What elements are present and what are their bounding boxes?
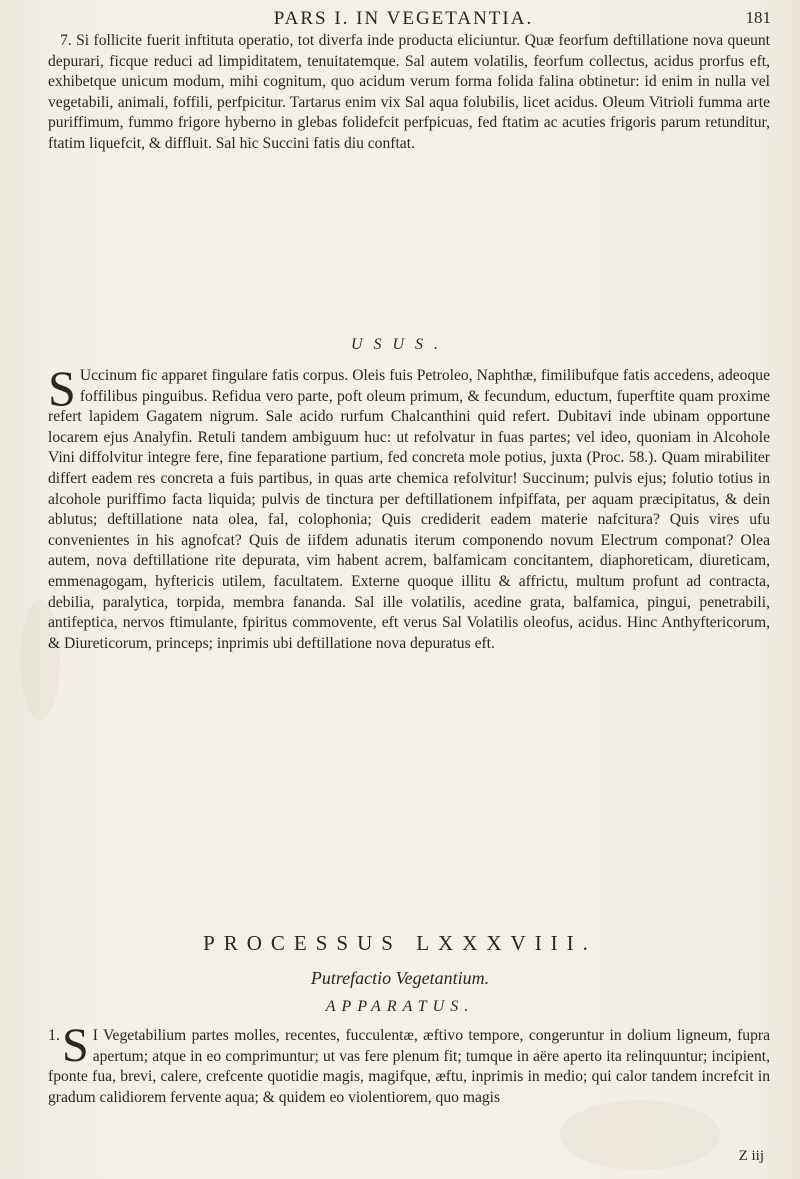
running-head-title: PARS I. IN VEGETANTIA. [273, 8, 534, 29]
usus-paragraph-text: Uccinum fic apparet fingulare fatis corpus. Oleis fuis Petroleo, Naphthæ, fimilibufque fatis accedens, adeoque foffilibus pinguibus. Refidua vero parte, poft oleum primum, & fecundum, eductum, fuperftite quam proxime refert lapidem Gagatem nigrum. Sale acido rurfum Chalcanthini quid refert. Dubitavi inde ubinam opportune locarem ejus Analyfin. Retuli tandem ambiguum huc: ut refolvatur in fuas partes; vel ideo, quoniam in Alcohole Vini diffolvitur integre fere, fine feparatione partium, fed concreta mole potius, juxta (Proc. 58.). Quam mirabiliter differt eadem res concreta a fuis partibus, in quas arte chemica refolvitur! Succinum; pulvis ejus; folutio totius in alcohole puriffimo facta liquida; pulvis de tinctura per deftillationem infpiffata, per aquam præcipitatus, & dein ablutus; deftillatione nata olea, fal, colophonia; Quis crediderit eadem materie nafcitura? Quis vires ufu convenientes in his agnofcat? Quis de iifdem adunatis iterum componendo novum Electrum componat? Olea autem, nova deftillatione rite depurata, vim habent acrem, balfamicam concitantem, diaphoreticam, diureticam, emmenagogam, hyftericis utilem, facultatem. Externe quoque illitu & affrictu, multum profunt ad contracta, debilia, paralytica, torpida, membra fananda. Sal ille volatilis, acedine grata, balfamica, pingui, penetrabili, antifeptica, nervos ftimulante, fpiritus commovente, eft verus Sal Volatilis oleofus, acidus. Hinc Anthyftericorum, & Diureticorum, princeps; inprimis ubi deftillatione nova depuratus eft. [48, 367, 770, 652]
paragraph-number: 1. [48, 1027, 60, 1044]
apparatus-paragraph-text: I Vegetabilium partes molles, recentes, fucculentæ, æftivo tempore, congeruntur in dolium ligneum, fupra apertum; atque in eo comprimuntur; ut vas fere plenum fit; tumque in aëre aperto ita relinquuntur; incipient, fponte fua, brevi, calere, crefcente quotidie magis, magifque, æftu, inprimis in medio; qui calor tandem increfcit in gradum calidiorem fervente aqua; & quidem eo violentiorem, quo magis [48, 1027, 770, 1106]
running-head [36, 6, 771, 34]
process-heading: PROCESSUS LXXXVIII. [203, 931, 597, 955]
signature-catchword: Z iij [738, 1148, 764, 1164]
apparatus-heading: APPARATUS. [325, 998, 475, 1015]
usus-heading: USUS. [350, 336, 450, 353]
usus-paragraph [48, 360, 770, 654]
paragraph-7-text: 7. Si follicite fuerit inftituta operatio, tot diverfa inde producta eliciuntur. Quæ feorfum deftillatione nova queunt depurari, ficque reduci ad limpiditatem, tenuitatemque. Sal autem volatilis, feorfum collectus, acidus prorfus eft, exhibetque unicum modum, mihi cognitum, quo acidum verum forma folida falina obtinetur: id enim in nulla vel vegetabili, animali, foffili, perfpicitur. Tartarus enim vix Sal aqua folubilis, licet acidus. Oleum Vitrioli fumma arte puriffimum, fummo frigore hyberno in glebas folidefcit perfpicuas, fed ftatim ac acuties frigoris parum retunditur, ftatim liquefcit, & diffluit. Sal hic Succini fatis diu conftat. [48, 32, 770, 152]
paragraph-7 [48, 31, 770, 155]
paper-stain [560, 1100, 720, 1170]
drop-cap: S [62, 1019, 89, 1072]
drop-cap: S [48, 360, 76, 416]
apparatus-paragraph [48, 1019, 770, 1108]
page-number: 181 [745, 8, 771, 27]
process-subtitle: Putrefactio Vegetantium. [310, 968, 490, 988]
